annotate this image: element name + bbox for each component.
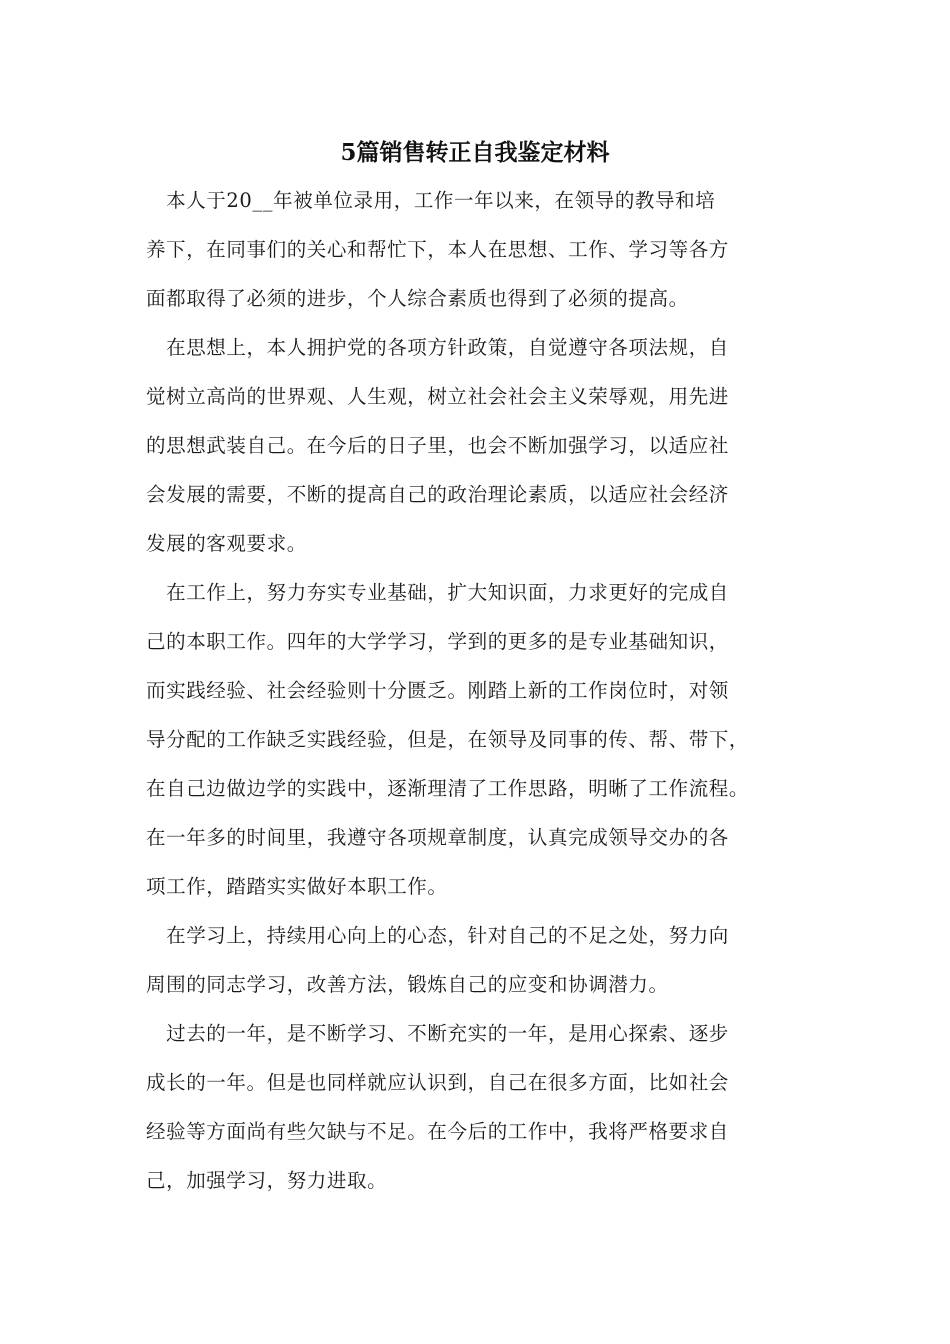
paragraph-4 bbox=[146, 918, 816, 1016]
text-line: 在一年多的时间里，我遵守各项规章制度，认真完成领导交办的各 bbox=[146, 826, 729, 849]
text-line: 经验等方面尚有些欠缺与不足。在今后的工作中，我将严格要求自 bbox=[146, 1120, 729, 1143]
text-line: 觉树立高尚的世界观、人生观，树立社会社会主义荣辱观，用先进 bbox=[146, 385, 729, 408]
document-title: 5篇销售转正自我鉴定材料 bbox=[340, 139, 610, 166]
text-line: 己，加强学习，努力进取。 bbox=[146, 1169, 388, 1192]
text-line: 本人于20__年被单位录用，工作一年以来，在领导的教导和培 bbox=[146, 189, 716, 212]
text-line: 过去的一年，是不断学习、不断充实的一年，是用心探索、逐步 bbox=[146, 1022, 729, 1045]
text-line: 项工作，踏踏实实做好本职工作。 bbox=[146, 875, 448, 898]
paragraph-3 bbox=[146, 575, 816, 918]
text-line: 的思想武装自己。在今后的日子里，也会不断加强学习，以适应社 bbox=[146, 434, 729, 457]
text-line: 会发展的需要，不断的提高自己的政治理论素质，以适应社会经济 bbox=[146, 483, 729, 506]
text-line: 而实践经验、社会经验则十分匮乏。刚踏上新的工作岗位时，对领 bbox=[146, 679, 729, 702]
text-line: 周围的同志学习，改善方法，锻炼自己的应变和协调潜力。 bbox=[146, 973, 669, 996]
text-line: 导分配的工作缺乏实践经验，但是，在领导及同事的传、帮、带下， bbox=[146, 728, 750, 751]
text-line: 在自己边做边学的实践中，逐渐理清了工作思路，明晰了工作流程。 bbox=[146, 777, 750, 800]
text-line: 成长的一年。但是也同样就应认识到，自己在很多方面，比如社会 bbox=[146, 1071, 729, 1094]
text-line: 己的本职工作。四年的大学学习，学到的更多的是专业基础知识， bbox=[146, 630, 729, 653]
paragraph-2 bbox=[146, 330, 816, 575]
text-line: 面都取得了必须的进步，个人综合素质也得到了必须的提高。 bbox=[146, 287, 689, 310]
text-line: 养下，在同事们的关心和帮忙下，本人在思想、工作、学习等各方 bbox=[146, 238, 729, 261]
text-line: 发展的客观要求。 bbox=[146, 532, 307, 555]
text-line: 在思想上，本人拥护党的各项方针政策，自觉遵守各项法规，自 bbox=[146, 336, 729, 359]
paragraph-1 bbox=[146, 183, 816, 330]
text-line: 在工作上，努力夯实专业基础，扩大知识面，力求更好的完成自 bbox=[146, 581, 729, 604]
document-body bbox=[146, 183, 816, 1212]
paragraph-5 bbox=[146, 1016, 816, 1212]
text-line: 在学习上，持续用心向上的心态，针对自己的不足之处，努力向 bbox=[146, 924, 729, 947]
